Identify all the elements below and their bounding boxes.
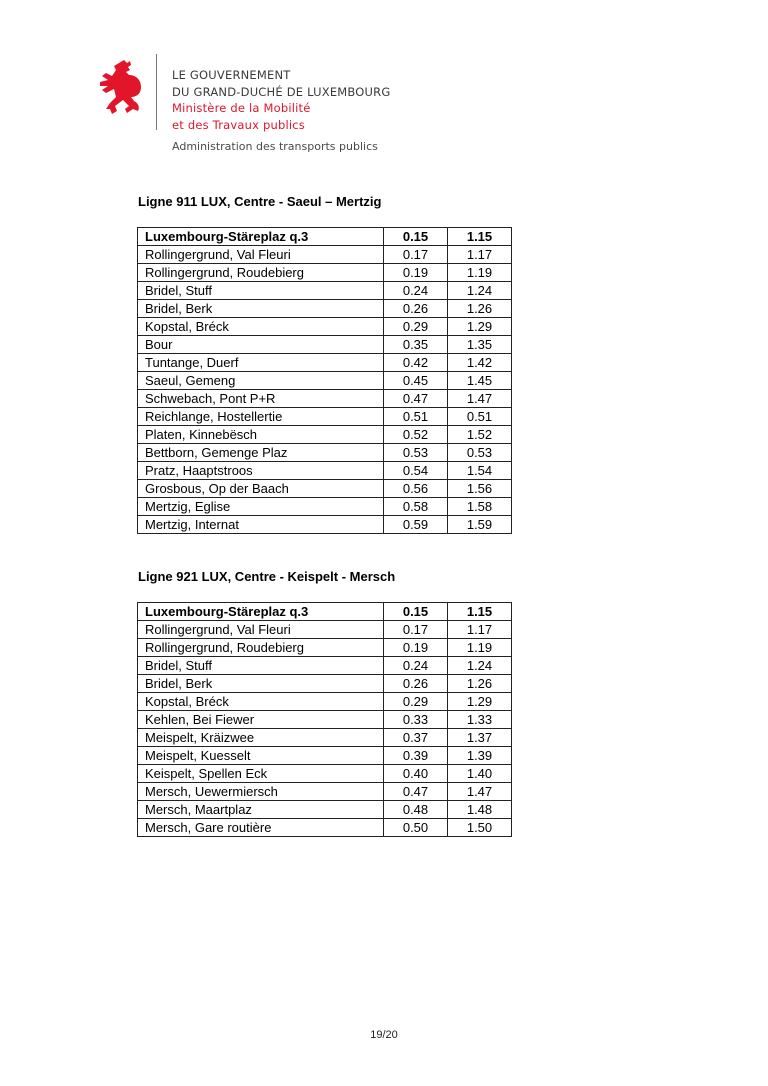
stop-name: Platen, Kinnebësch <box>138 426 384 444</box>
departure-time-1: 0.53 <box>384 444 448 462</box>
table-row <box>138 390 512 408</box>
departure-time-2: 1.47 <box>448 783 512 801</box>
table-row <box>138 408 512 426</box>
departure-time-1: 0.24 <box>384 657 448 675</box>
line-921-title: Ligne 921 LUX, Centre - Keispelt - Mersch <box>138 569 396 584</box>
departure-time-1: 0.59 <box>384 516 448 534</box>
table-row <box>138 516 512 534</box>
departure-time-2: 1.39 <box>448 747 512 765</box>
departure-time-1: 0.54 <box>384 462 448 480</box>
departure-time-1: 0.48 <box>384 801 448 819</box>
stop-name: Meispelt, Kuesselt <box>138 747 384 765</box>
table-row <box>138 228 512 246</box>
table-row <box>138 372 512 390</box>
table-row <box>138 801 512 819</box>
departure-time-2: 1.17 <box>448 621 512 639</box>
stop-name: Kopstal, Bréck <box>138 318 384 336</box>
departure-time-2: 1.19 <box>448 264 512 282</box>
table-row <box>138 426 512 444</box>
stop-name: Schwebach, Pont P+R <box>138 390 384 408</box>
departure-time-1: 0.58 <box>384 498 448 516</box>
departure-time-2: 0.51 <box>448 408 512 426</box>
departure-time-1: 0.35 <box>384 336 448 354</box>
departure-time-1: 0.24 <box>384 282 448 300</box>
page-number: 19/20 <box>370 1029 398 1041</box>
table-row <box>138 480 512 498</box>
table-row <box>138 354 512 372</box>
line-911-title: Ligne 911 LUX, Centre - Saeul – Mertzig <box>138 194 382 209</box>
table-row <box>138 693 512 711</box>
stop-name: Bridel, Berk <box>138 675 384 693</box>
org-line-1: LE GOUVERNEMENT <box>172 68 291 82</box>
table-row <box>138 462 512 480</box>
stop-name: Pratz, Haaptstroos <box>138 462 384 480</box>
table-row <box>138 336 512 354</box>
departure-time-1: 0.40 <box>384 765 448 783</box>
departure-time-2: 1.29 <box>448 318 512 336</box>
table-row <box>138 783 512 801</box>
departure-time-2: 1.24 <box>448 282 512 300</box>
stop-name: Bridel, Stuff <box>138 282 384 300</box>
table-row <box>138 300 512 318</box>
table-row <box>138 729 512 747</box>
table-row <box>138 747 512 765</box>
line-911-timetable <box>137 227 512 534</box>
stop-name: Bettborn, Gemenge Plaz <box>138 444 384 462</box>
stop-name: Meispelt, Kräizwee <box>138 729 384 747</box>
departure-time-1: 0.33 <box>384 711 448 729</box>
departure-time-1: 0.37 <box>384 729 448 747</box>
departure-time-1: 0.52 <box>384 426 448 444</box>
departure-time-1: 0.47 <box>384 390 448 408</box>
stop-name: Bour <box>138 336 384 354</box>
table-row <box>138 498 512 516</box>
departure-time-2: 1.59 <box>448 516 512 534</box>
departure-time-2: 1.48 <box>448 801 512 819</box>
departure-time-1: 0.50 <box>384 819 448 837</box>
departure-time-2: 1.29 <box>448 693 512 711</box>
departure-time-1: 0.39 <box>384 747 448 765</box>
stop-name: Luxembourg-Stäreplaz q.3 <box>138 603 384 621</box>
stop-name: Grosbous, Op der Baach <box>138 480 384 498</box>
table-row <box>138 621 512 639</box>
stop-name: Kehlen, Bei Fiewer <box>138 711 384 729</box>
departure-time-2: 1.54 <box>448 462 512 480</box>
table-row <box>138 264 512 282</box>
departure-time-2: 1.24 <box>448 657 512 675</box>
stop-name: Mertzig, Eglise <box>138 498 384 516</box>
table-row <box>138 603 512 621</box>
stop-name: Reichlange, Hostellertie <box>138 408 384 426</box>
org-line-2: DU GRAND-DUCHÉ DE LUXEMBOURG <box>172 84 391 99</box>
departure-time-2: 1.26 <box>448 675 512 693</box>
departure-time-1: 0.19 <box>384 264 448 282</box>
stop-name: Mersch, Gare routière <box>138 819 384 837</box>
stop-name: Rollingergrund, Val Fleuri <box>138 621 384 639</box>
table-row <box>138 675 512 693</box>
ministry-line-1: Ministère de la Mobilité <box>172 101 311 115</box>
departure-time-2: 1.50 <box>448 819 512 837</box>
table-row <box>138 819 512 837</box>
administration-name: Administration des transports publics <box>172 140 378 153</box>
departure-time-2: 1.33 <box>448 711 512 729</box>
departure-time-1: 0.45 <box>384 372 448 390</box>
departure-time-2: 1.58 <box>448 498 512 516</box>
stop-name: Tuntange, Duerf <box>138 354 384 372</box>
departure-time-2: 1.26 <box>448 300 512 318</box>
stop-name: Bridel, Berk <box>138 300 384 318</box>
stop-name: Bridel, Stuff <box>138 657 384 675</box>
departure-time-1: 0.19 <box>384 639 448 657</box>
table-row <box>138 318 512 336</box>
departure-time-1: 0.56 <box>384 480 448 498</box>
stop-name: Rollingergrund, Val Fleuri <box>138 246 384 264</box>
departure-time-1: 0.51 <box>384 408 448 426</box>
stop-name: Rollingergrund, Roudebierg <box>138 264 384 282</box>
stop-name: Kopstal, Bréck <box>138 693 384 711</box>
stop-name: Mertzig, Internat <box>138 516 384 534</box>
departure-time-1: 0.26 <box>384 675 448 693</box>
departure-time-1: 0.29 <box>384 318 448 336</box>
stop-name: Saeul, Gemeng <box>138 372 384 390</box>
table-row <box>138 246 512 264</box>
ministry-line-2: et des Travaux publics <box>172 117 305 132</box>
departure-time-2: 1.47 <box>448 390 512 408</box>
table-row <box>138 657 512 675</box>
stop-name: Luxembourg-Stäreplaz q.3 <box>138 228 384 246</box>
table-row <box>138 711 512 729</box>
stop-name: Mersch, Uewermiersch <box>138 783 384 801</box>
stop-name: Mersch, Maartplaz <box>138 801 384 819</box>
departure-time-2: 0.53 <box>448 444 512 462</box>
table-row <box>138 444 512 462</box>
departure-time-1: 0.47 <box>384 783 448 801</box>
departure-time-2: 1.35 <box>448 336 512 354</box>
lion-logo-icon <box>96 58 146 122</box>
header-divider <box>156 54 157 130</box>
departure-time-2: 1.42 <box>448 354 512 372</box>
departure-time-1: 0.17 <box>384 621 448 639</box>
departure-time-1: 0.42 <box>384 354 448 372</box>
departure-time-2: 1.37 <box>448 729 512 747</box>
stop-name: Rollingergrund, Roudebierg <box>138 639 384 657</box>
departure-time-2: 1.17 <box>448 246 512 264</box>
departure-time-1: 0.15 <box>384 228 448 246</box>
departure-time-2: 1.19 <box>448 639 512 657</box>
table-row <box>138 765 512 783</box>
stop-name: Keispelt, Spellen Eck <box>138 765 384 783</box>
table-row <box>138 639 512 657</box>
departure-time-2: 1.15 <box>448 228 512 246</box>
departure-time-2: 1.52 <box>448 426 512 444</box>
departure-time-2: 1.45 <box>448 372 512 390</box>
departure-time-2: 1.56 <box>448 480 512 498</box>
line-921-timetable <box>137 602 512 837</box>
departure-time-1: 0.15 <box>384 603 448 621</box>
departure-time-2: 1.15 <box>448 603 512 621</box>
table-row <box>138 282 512 300</box>
government-header <box>172 67 390 133</box>
departure-time-2: 1.40 <box>448 765 512 783</box>
departure-time-1: 0.29 <box>384 693 448 711</box>
departure-time-1: 0.26 <box>384 300 448 318</box>
departure-time-1: 0.17 <box>384 246 448 264</box>
